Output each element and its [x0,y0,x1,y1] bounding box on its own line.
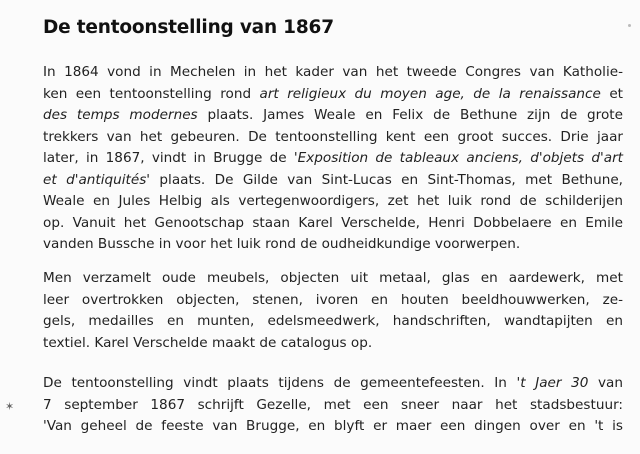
text-line [43,213,623,235]
text-line [43,170,623,192]
text-segment: ken een tentoonstelling rond [43,85,260,102]
text-segment: later, in 1867, vindt in Brugge de [43,150,294,166]
text-line [43,290,623,312]
italic-text: 'Exposition de tableaux anciens, d'objets d'art [293,150,623,166]
scan-dot-icon [628,24,631,27]
italic-text: art religieux du moyen age, de la renaissance [259,85,601,102]
text-segment: textiel. Karel Verschelde maakt de catalogus op. [43,334,373,351]
text-segment: Weale en Jules Helbig als vertegenwoordigers, zet het luik rond de schilderijen [43,193,623,209]
text-line [43,311,623,333]
text-segment: 'Van geheel de feeste van Brugge, en blyft er maer een dingen over en 't is [43,418,623,434]
scan-speck-icon: ✶ [5,400,15,413]
text-line [43,234,623,256]
text-segment: leer overtrokken objecten, stenen, ivoren en houten beeldhouwwerken, ze- [43,291,623,308]
paragraph-1 [43,62,623,256]
text-segment: Men verzamelt oude meubels, objecten uit metaal, glas en aardewerk, met [43,270,623,286]
text-segment: van [588,375,623,391]
text-line [43,395,623,417]
text-line [43,148,623,170]
text-line [43,127,623,149]
text-segment: et [600,85,624,102]
paragraph-2 [43,268,623,354]
text-segment: plaats. James Weale en Felix de Bethune zijn de grote [197,107,623,123]
text-segment: gels, medailles en munten, edelsmeedwerk, handschriften, wandtapijten en [43,313,623,329]
text-segment: vanden Bussche in voor het luik rond de oudheidkundige voorwerpen. [43,236,521,252]
text-line [43,373,623,395]
italic-text: des temps modernes [43,107,198,123]
text-line [43,84,623,106]
page-title: De tentoonstelling van 1867 [43,17,334,38]
paragraph-3 [43,373,623,438]
text-segment: trekkers van het gebeuren. De tentoonstelling kent een groot succes. Drie jaar [43,128,623,145]
text-line [43,268,623,290]
text-line [43,416,623,438]
text-line [43,105,623,127]
text-line [43,333,623,355]
text-segment: De tentoonstelling vindt plaats tijdens de gemeentefeesten. In [43,375,517,391]
italic-text: 't Jaer 30 [516,375,589,391]
text-segment: op. Vanuit het Genootschap staan Karel Verschelde, Henri Dobbelaere en Emile [43,214,623,231]
italic-text: et d'antiquités' [43,171,151,188]
text-segment: 7 september 1867 schrijft Gezelle, met een sneer naar het stadsbestuur: [43,396,623,413]
text-line [43,62,623,84]
text-segment: plaats. De Gilde van Sint-Lucas en Sint-Thomas, met Bethune, [150,171,624,188]
text-segment: In 1864 vond in Mechelen in het kader van het tweede Congres van Katholie- [43,64,623,80]
text-line [43,191,623,213]
